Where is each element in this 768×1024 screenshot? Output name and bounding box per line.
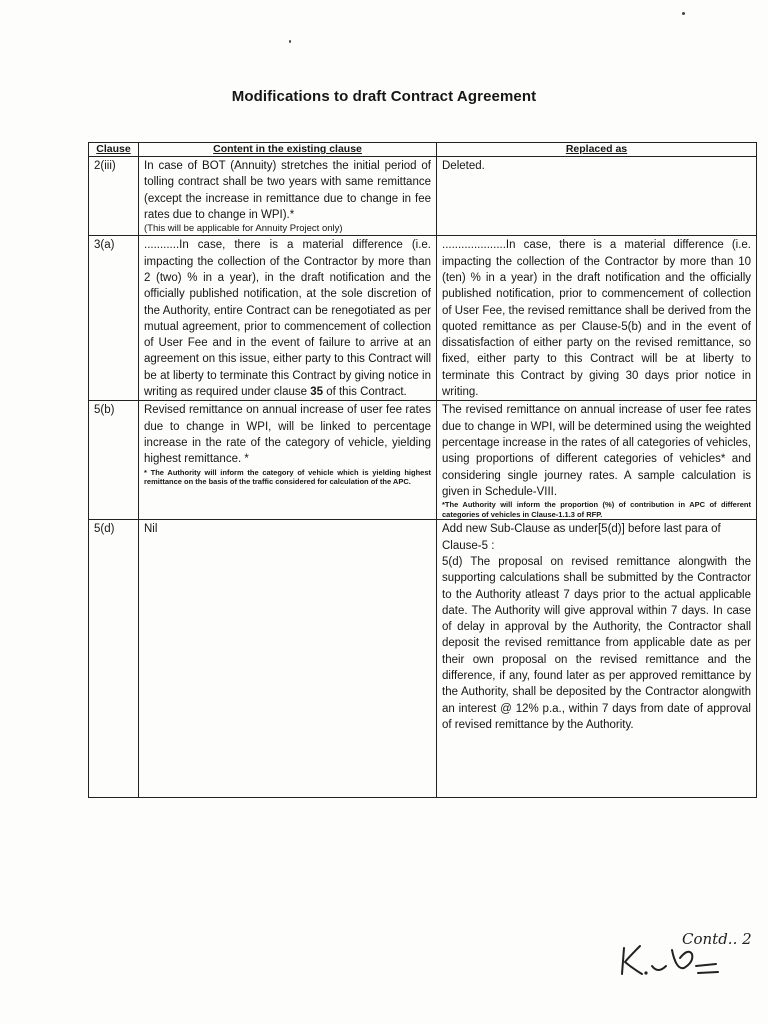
existing-clause-text-end: of this Contract.: [323, 386, 407, 399]
replaced-as-header: Replaced as: [437, 143, 757, 157]
continued-note: Contd.. 2: [682, 930, 752, 948]
page-title: Modifications to draft Contract Agreement: [231, 88, 537, 105]
replaced-clause-cell: [437, 157, 757, 236]
existing-clause-text: Nil: [144, 523, 158, 536]
existing-clause-cell: [139, 236, 437, 401]
existing-clause-text-start: ...........In case, there is a material difference (i.e. impacting the collection of the Contractor by more than 2 (two) % in a year), in the draft notification and the officially published notification, at the sole discretion of the Authority, entire Contract can be renegotiated as per mutual agreement, prior to commencement of collection of User Fee and in the event of failure to arrive at an agreement on this issue, either party to this Contract will be at liberty to terminate this Contract by giving notice in writing as required under clause: [144, 239, 431, 399]
existing-clause-header: Content in the existing clause: [139, 143, 437, 157]
existing-clause-note: * The Authority will inform the category of vehicle which is yielding highest remittance on the basis of the traffic considered for calculation of the APC.: [144, 467, 431, 487]
replaced-clause-cell: [437, 520, 757, 798]
clause-reference: 35: [310, 386, 323, 399]
clause-number: 5(d): [89, 520, 139, 798]
scan-speck: [682, 12, 685, 15]
clause-number: 5(b): [89, 401, 139, 520]
replaced-clause-note: *The Authority will inform the proportion (%) of contribution in APC of different categories of vehicles in Clause-1.1.3 of RFP.: [442, 500, 751, 519]
clause-number: 3(a): [89, 236, 139, 401]
replaced-clause-intro: Add new Sub-Clause as under[5(d)] before last para of Clause-5 :: [442, 523, 721, 552]
table-row: [89, 401, 757, 520]
replaced-clause-text: 5(d) The proposal on revised remittance alongwith the supporting calculations shall be submitted by the Contractor to the Authority atleast 7 days prior to the actual applicable date. The Authority will give approval within 7 days. In case of delay in approval by the Authority, the Contractor shall deposit the revised remittance from applicable date as per their own proposal on the revised remittance and the difference, if any, found later as per approved remittance by the Authority, shall be deposited by the Contractor alongwith an interest @ 12% p.a., within 7 days from date of approval of revised remittance by the Authority.: [442, 555, 751, 732]
replaced-clause-cell: [437, 401, 757, 520]
existing-clause-text: Revised remittance on annual increase of user fee rates due to change in WPI, will be linked to percentage increase in the rate of the category of vehicle, yielding highest remittance. *: [144, 404, 431, 466]
existing-clause-cell: [139, 157, 437, 236]
existing-clause-cell: [139, 520, 437, 798]
table-row: [89, 520, 757, 798]
existing-clause-cell: [139, 401, 437, 520]
existing-clause-text: In case of BOT (Annuity) stretches the initial period of tolling contract shall be two years with same remittance (except the increase in remittance due to change in fee rates due to change in WPI).*: [144, 160, 431, 221]
modifications-table: [88, 142, 757, 798]
scan-speck: [289, 40, 291, 43]
clause-header: Clause: [89, 143, 139, 157]
replaced-clause-cell: [437, 236, 757, 401]
replaced-clause-text: The revised remittance on annual increase of user fee rates due to change in WPI, will be determined using the weighted percentage increase in the rates of all categories of vehicles, using proportions of different categories of vehicles* and considering single journey rates. A sample calculation is given in Schedule-VIII.: [442, 404, 751, 499]
table-header-row: [89, 143, 757, 157]
handwritten-signature: [618, 940, 728, 980]
replaced-clause-text: Deleted.: [442, 160, 485, 172]
table-row: [89, 157, 757, 236]
existing-clause-note: (This will be applicable for Annuity Project only): [144, 223, 343, 235]
table-row: [89, 236, 757, 401]
existing-clause-text: [144, 237, 431, 400]
clause-number: 2(iii): [89, 157, 139, 236]
replaced-clause-text: ....................In case, there is a material difference (i.e. impacting the collection of the Contractor by more than 10 (ten) % in a year) in the draft notification and the officially published notification, prior to commencement of collection of User Fee, the revised remittance shall be derived from the quoted remittance as per Clause-5(b) and in the event of dissatisfaction of either party on the revised remittance, so fixed, either party to this Contract will be at liberty to terminate this Contract by giving 30 days prior notice in writing.: [442, 239, 751, 399]
